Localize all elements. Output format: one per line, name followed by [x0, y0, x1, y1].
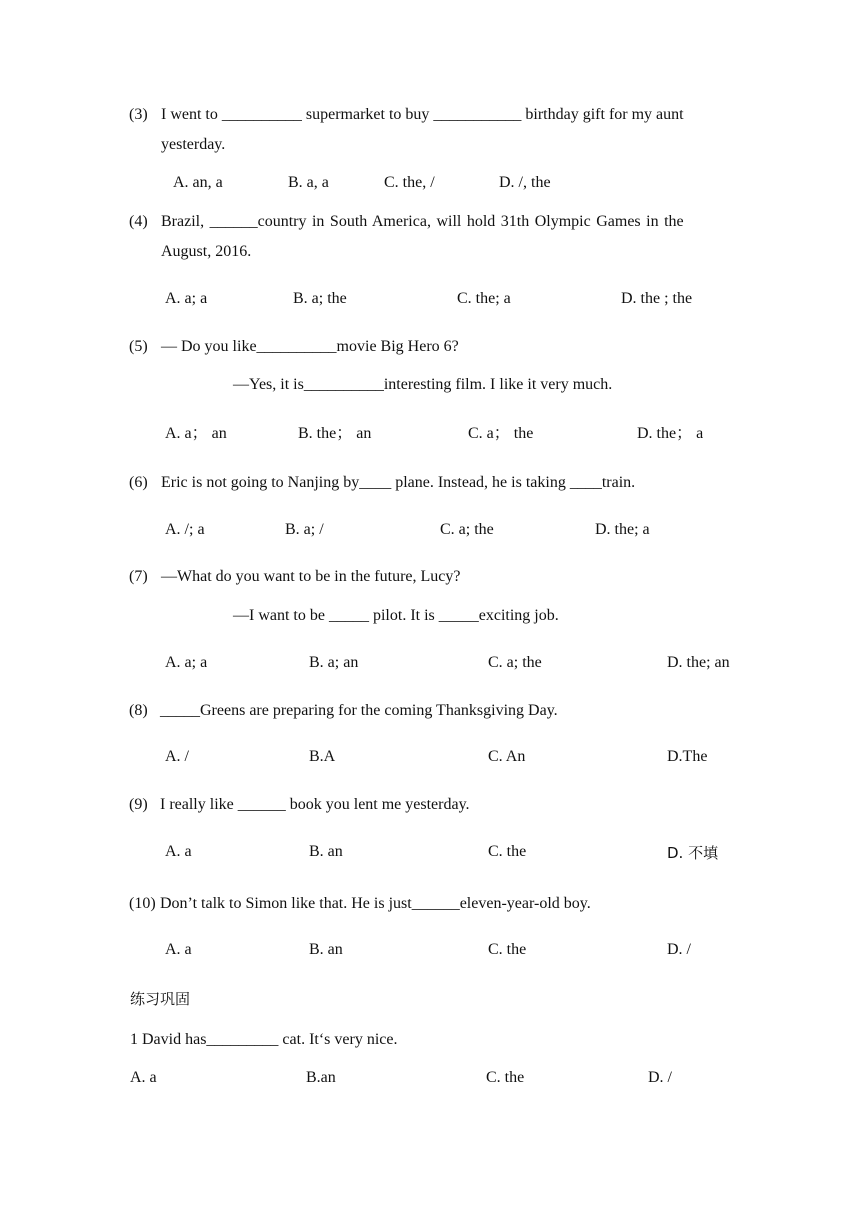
option-a: A. a	[165, 941, 192, 958]
question-text: 1 David has_________ cat. It‘s very nice.	[130, 1031, 398, 1048]
option-a: A. an, a	[173, 174, 223, 191]
option-d: D. /	[667, 941, 691, 958]
option-b: B. a, a	[288, 174, 329, 191]
option-a: A. /	[165, 748, 189, 765]
question-text: August, 2016.	[161, 243, 252, 260]
question-number: (6)	[129, 474, 148, 491]
option-d: D. /, the	[499, 174, 551, 191]
question-text: —What do you want to be in the future, Lucy?	[161, 568, 461, 585]
option-a: A. /; a	[165, 521, 205, 538]
question-number: (7)	[129, 568, 148, 585]
option-b: B. a; the	[293, 290, 347, 307]
option-b: B.A	[309, 748, 336, 765]
option-b: B.an	[306, 1069, 336, 1086]
option-b: B. an	[309, 941, 343, 958]
question-number: (10)	[129, 895, 156, 912]
option-c: C. a; the	[440, 521, 494, 538]
option-a: A. a	[130, 1069, 157, 1086]
option-c: C. An	[488, 748, 526, 765]
question-number: (3)	[129, 106, 148, 123]
option-b: B. the； an	[298, 425, 372, 442]
question-text: Don’t talk to Simon like that. He is just______eleven-year-old boy.	[160, 895, 591, 912]
option-a: A. a; a	[165, 654, 208, 671]
option-c: C. a; the	[488, 654, 542, 671]
question-text: Eric is not going to Nanjing by____ plane. Instead, he is taking ____train.	[161, 474, 636, 491]
option-d: D. the; a	[595, 521, 650, 538]
question-number: (9)	[129, 796, 148, 813]
option-d: D.The	[667, 748, 708, 765]
question-text: I really like ______ book you lent me yesterday.	[160, 796, 470, 813]
option-d: D. /	[648, 1069, 672, 1086]
option-c: C. the; a	[457, 290, 511, 307]
option-c: C. a； the	[468, 425, 534, 442]
question-number: (4)	[129, 213, 148, 230]
section-heading: 练习巩固	[130, 990, 191, 1008]
option-b: B. a; /	[285, 521, 324, 538]
option-c: C. the, /	[384, 174, 435, 191]
question-text: —Yes, it is__________interesting film. I like it very much.	[233, 376, 613, 393]
option-a: A. a	[165, 843, 192, 860]
question-text: yesterday.	[161, 136, 226, 153]
option-c: C. the	[488, 941, 527, 958]
option-a: A. a; a	[165, 290, 208, 307]
option-c: C. the	[488, 843, 527, 860]
option-a: A. a； an	[165, 425, 227, 442]
question-text: — Do you like__________movie Big Hero 6?	[161, 338, 459, 355]
option-c: C. the	[486, 1069, 525, 1086]
option-d: D. the； a	[637, 425, 704, 442]
question-number: (8)	[129, 702, 148, 719]
question-text: Brazil, ______country in South America, will hold 31th Olympic Games in the	[161, 213, 684, 230]
question-text: I went to __________ supermarket to buy ___________ birthday gift for my aunt	[161, 106, 684, 123]
option-d: D. 不填	[667, 844, 719, 862]
option-d: D. the ; the	[621, 290, 693, 307]
question-text: _____Greens are preparing for the coming Thanksgiving Day.	[160, 702, 558, 719]
option-b: B. a; an	[309, 654, 359, 671]
option-d: D. the; an	[667, 654, 730, 671]
question-text: —I want to be _____ pilot. It is _____exciting job.	[233, 607, 559, 624]
option-b: B. an	[309, 843, 343, 860]
question-number: (5)	[129, 338, 148, 355]
